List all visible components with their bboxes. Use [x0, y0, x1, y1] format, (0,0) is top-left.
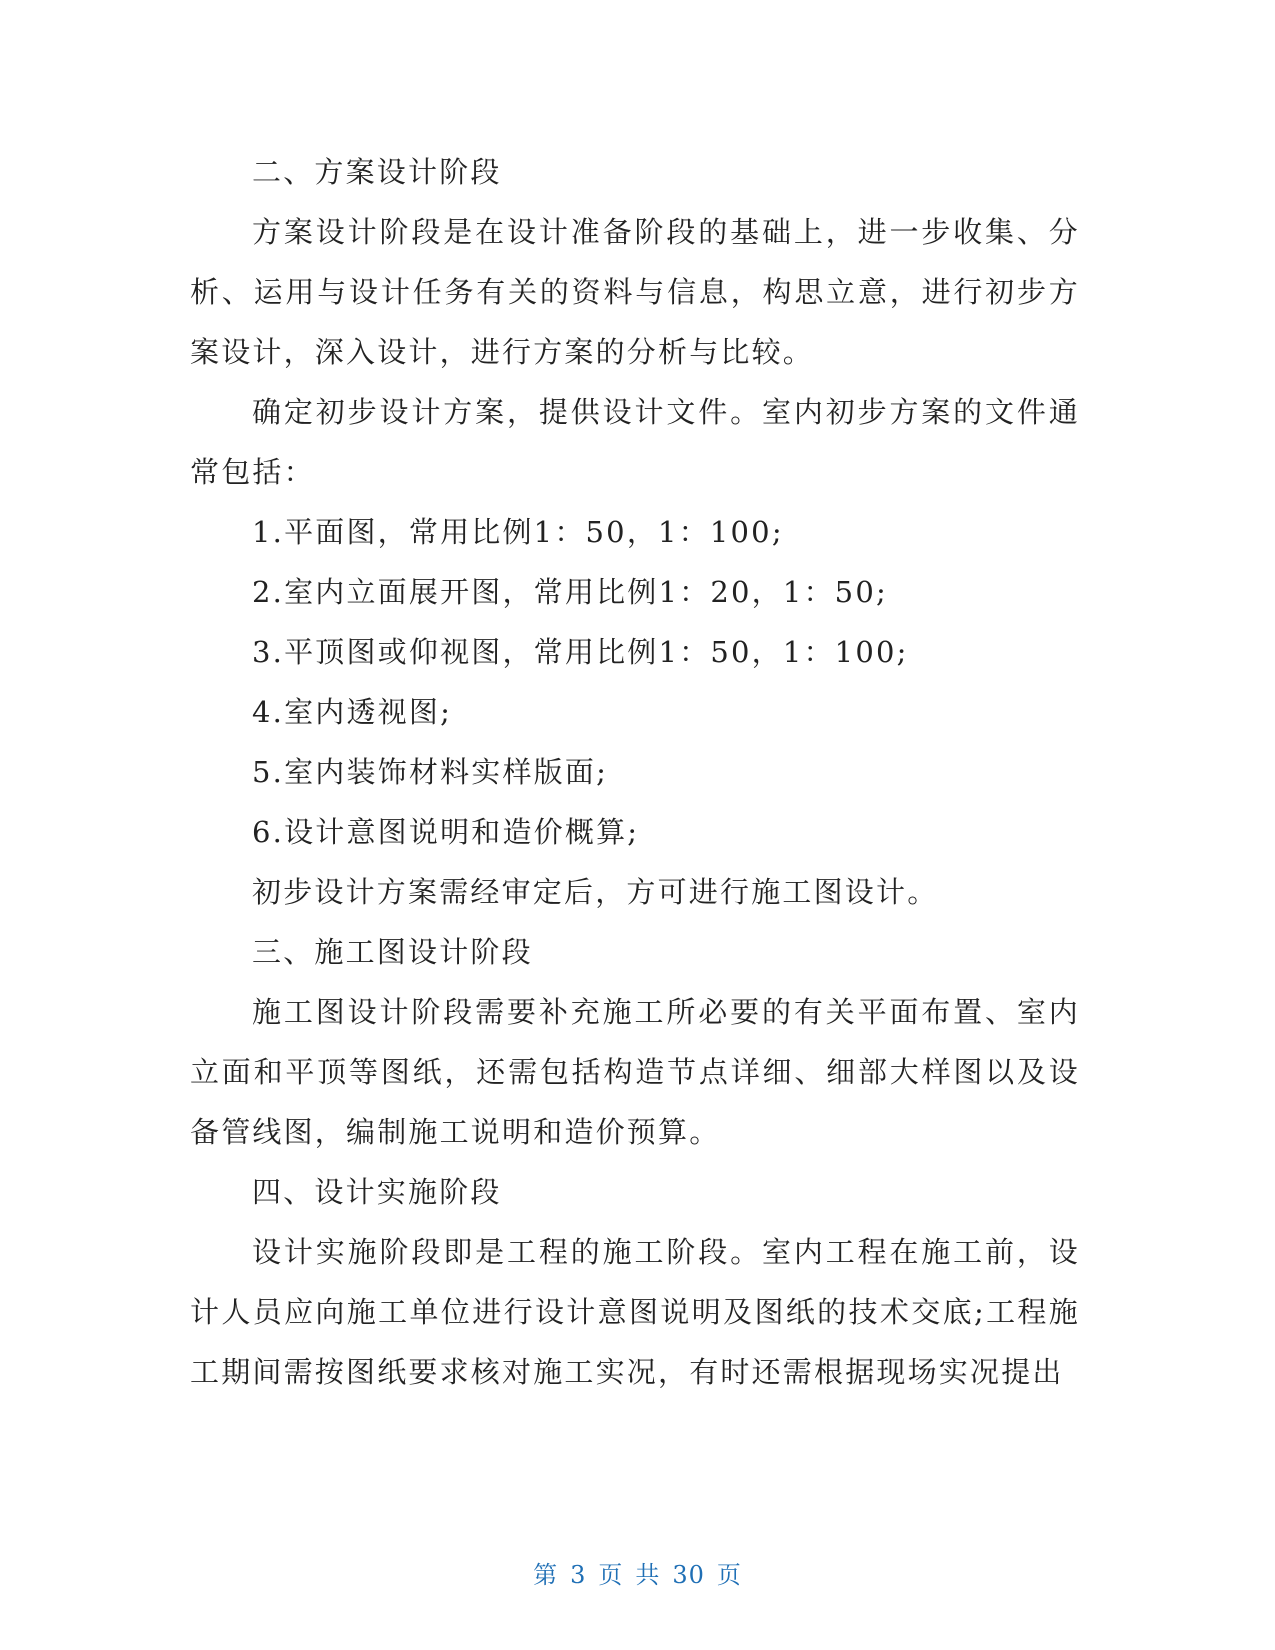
- paragraph: 施工图设计阶段需要补充施工所必要的有关平面布置、室内立面和平顶等图纸，还需包括构造节点详细、细部大样图以及设备管线图，编制施工说明和造价预算。: [190, 995, 1080, 1149]
- list-item: 3.平顶图或仰视图，常用比例1：50，1：100;: [252, 635, 909, 669]
- document-body: [190, 142, 1080, 1402]
- paragraph: 设计实施阶段即是工程的施工阶段。室内工程在施工前，设计人员应向施工单位进行设计意图说明及图纸的技术交底;工程施工期间需按图纸要求核对施工实况，有时还需根据现场实况提出: [190, 1235, 1080, 1389]
- footer-total-pages: 30: [672, 1561, 705, 1589]
- list-item: 5.室内装饰材料实样版面;: [252, 755, 609, 789]
- footer-current-page: 3: [570, 1561, 587, 1589]
- paragraph: 方案设计阶段是在设计准备阶段的基础上，进一步收集、分析、运用与设计任务有关的资料与信息，构思立意，进行初步方案设计，深入设计，进行方案的分析与比较。: [190, 215, 1080, 369]
- footer-label-ye: 页: [598, 1561, 624, 1589]
- footer-label-page: 第: [533, 1561, 559, 1589]
- list-item: 1.平面图，常用比例1：50，1：100;: [252, 515, 784, 549]
- page-footer: [0, 1555, 1275, 1590]
- section-heading: 三、施工图设计阶段: [252, 935, 533, 969]
- list-item: 2.室内立面展开图，常用比例1：20，1：50;: [252, 575, 888, 609]
- paragraph: 初步设计方案需经审定后，方可进行施工图设计。: [252, 875, 939, 909]
- footer-label-total: 共: [635, 1561, 661, 1589]
- footer-label-ye2: 页: [716, 1561, 742, 1589]
- section-heading: 二、方案设计阶段: [252, 155, 502, 189]
- section-heading: 四、设计实施阶段: [252, 1175, 502, 1209]
- list-item: 6.设计意图说明和造价概算;: [252, 815, 640, 849]
- paragraph: 确定初步设计方案，提供设计文件。室内初步方案的文件通常包括：: [190, 395, 1080, 489]
- list-item: 4.室内透视图;: [252, 695, 453, 729]
